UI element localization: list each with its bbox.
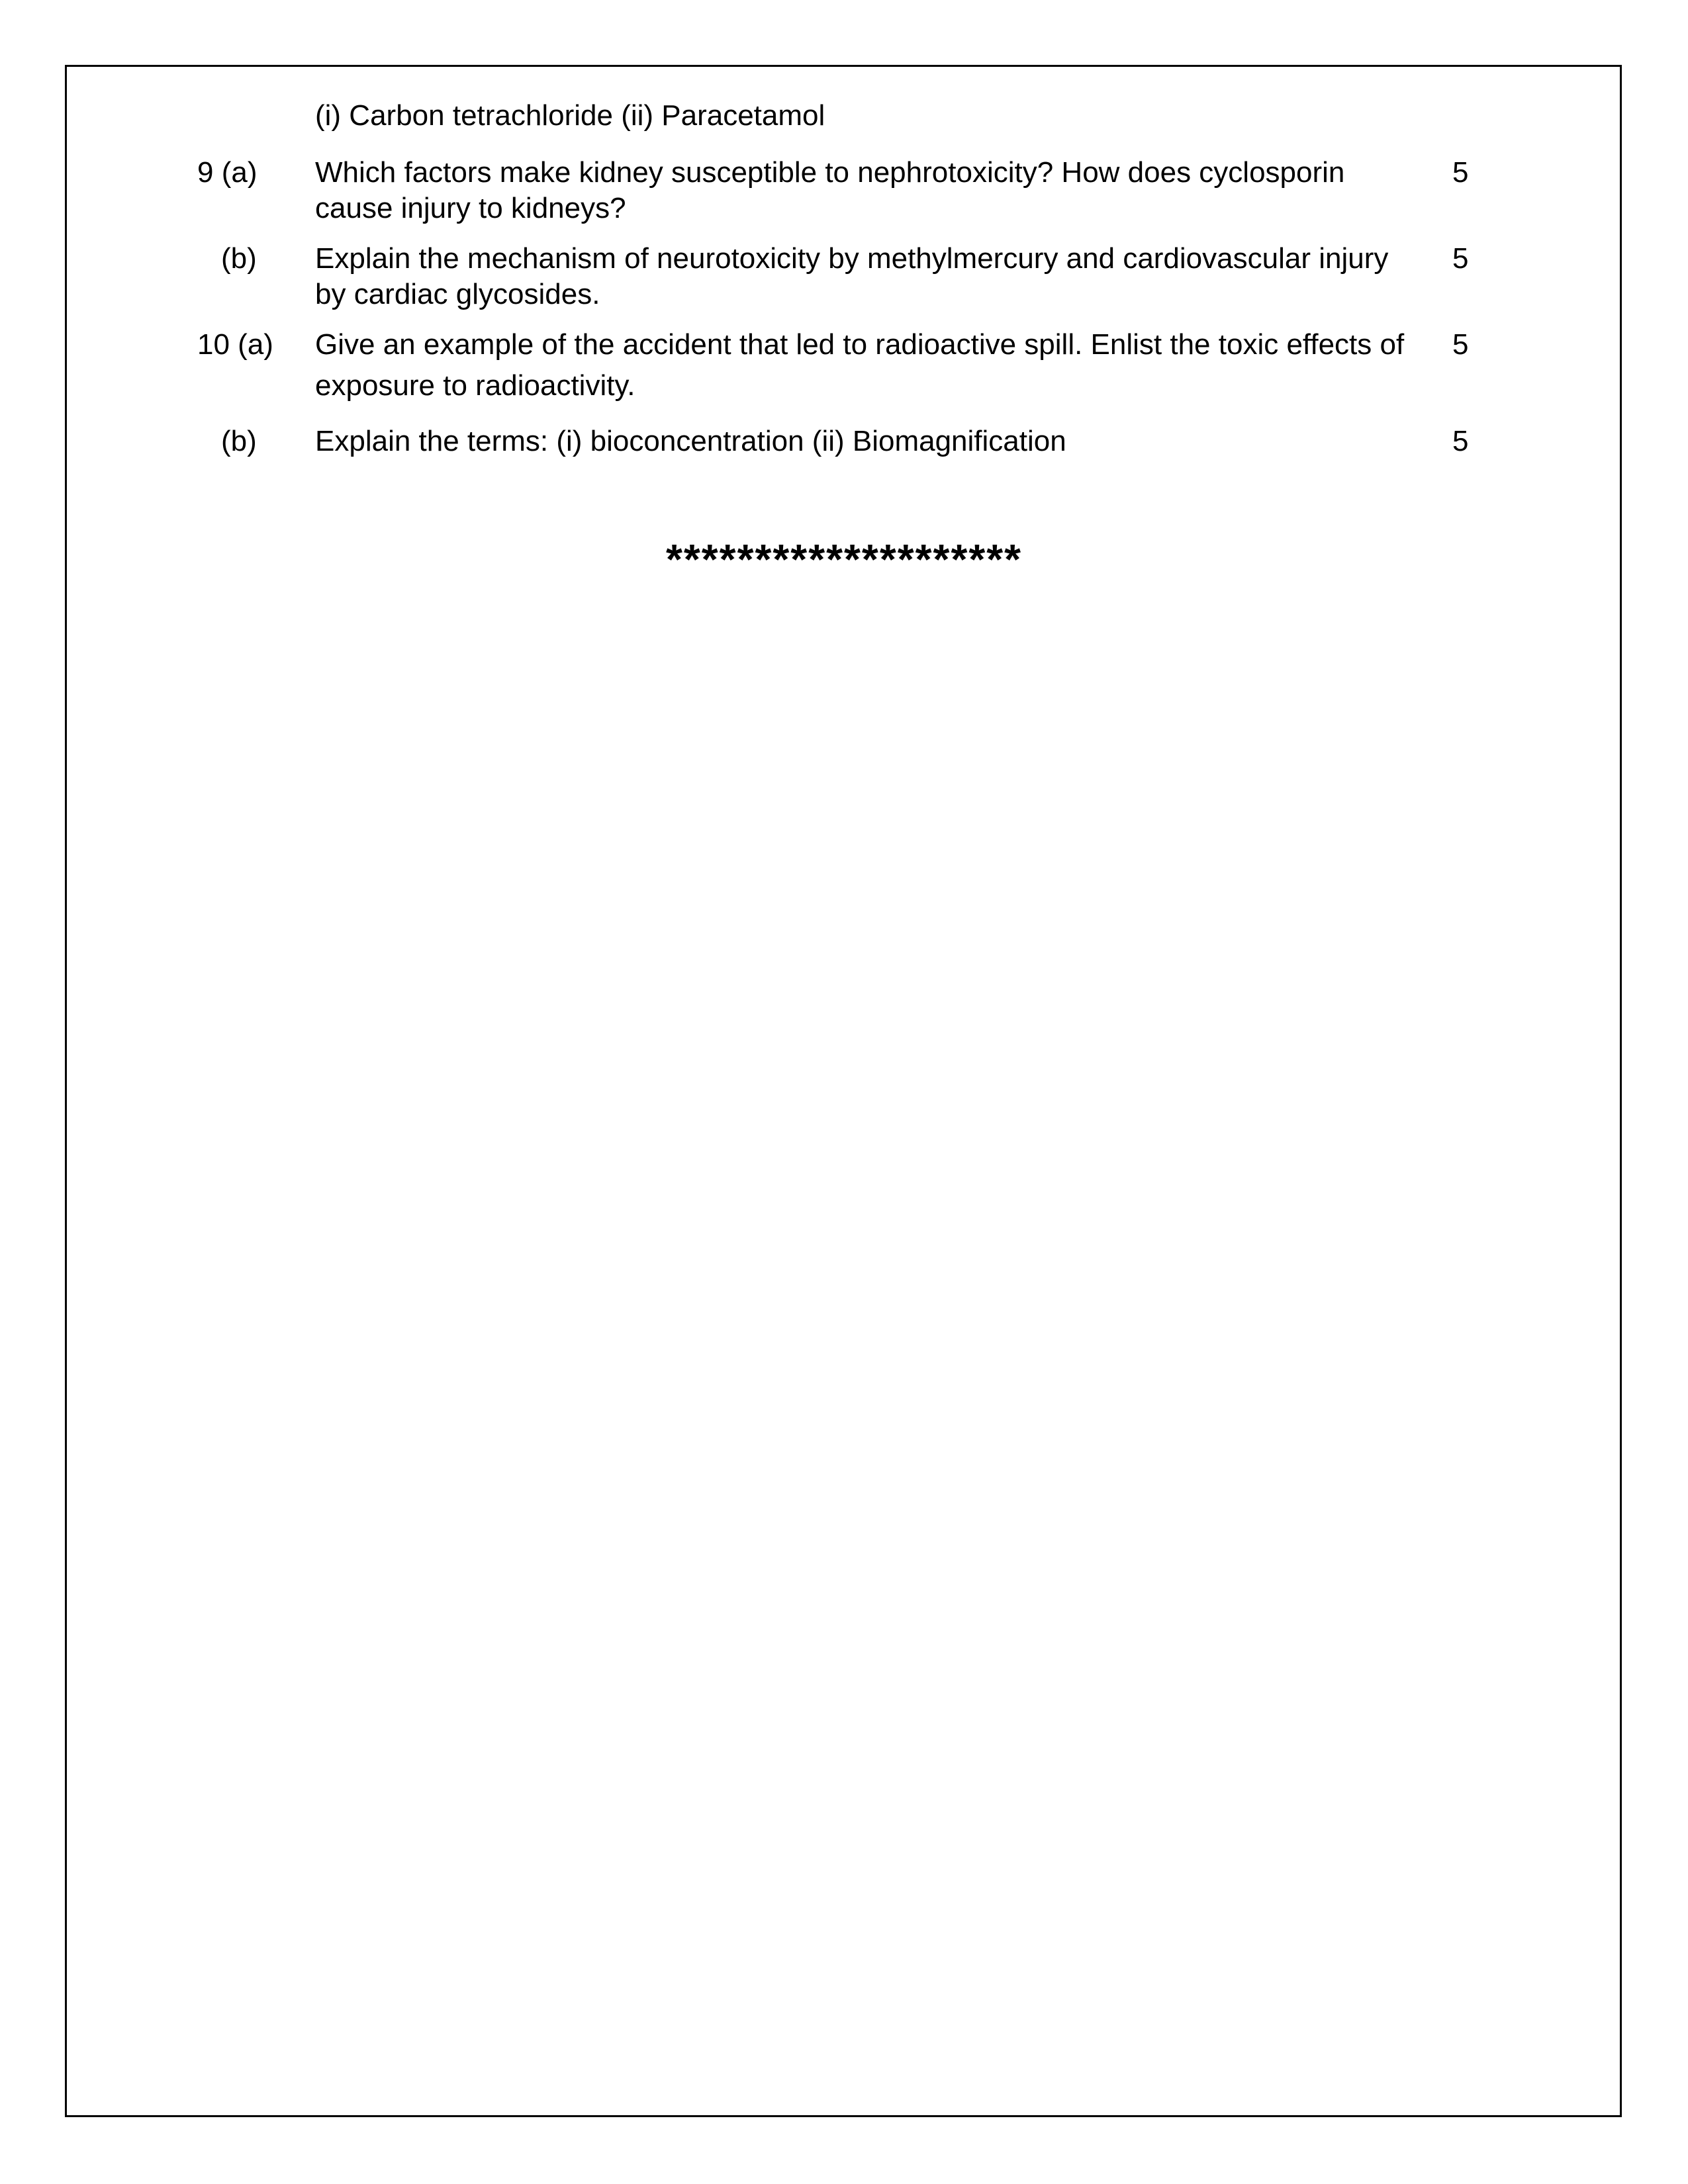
question-text: Which factors make kidney susceptible to nephrotoxicity? How does cyclosporin cause injury to kidneys?	[315, 156, 1345, 224]
question-number: 10 (a)	[197, 328, 273, 361]
continuation-text: (i) Carbon tetrachloride (ii) Paracetamol	[315, 99, 825, 132]
question-text: Give an example of the accident that led to radioactive spill. Enlist the toxic effects of exposure to radioactivity.	[315, 328, 1405, 402]
question-number: 9 (a)	[197, 156, 258, 189]
question-marks: 5	[1452, 242, 1469, 275]
question-marks: 5	[1452, 156, 1469, 189]
question-number: (b)	[221, 242, 257, 275]
question-text: Explain the terms: (i) bioconcentration (ii) Biomagnification	[315, 425, 1066, 457]
question-number: (b)	[221, 425, 257, 457]
question-text: Explain the mechanism of neurotoxicity by methylmercury and cardiovascular injury by cardiac glycosides.	[315, 242, 1389, 310]
end-of-paper-marker: ********************	[665, 535, 1023, 583]
question-marks: 5	[1452, 328, 1469, 361]
question-marks: 5	[1452, 425, 1469, 457]
